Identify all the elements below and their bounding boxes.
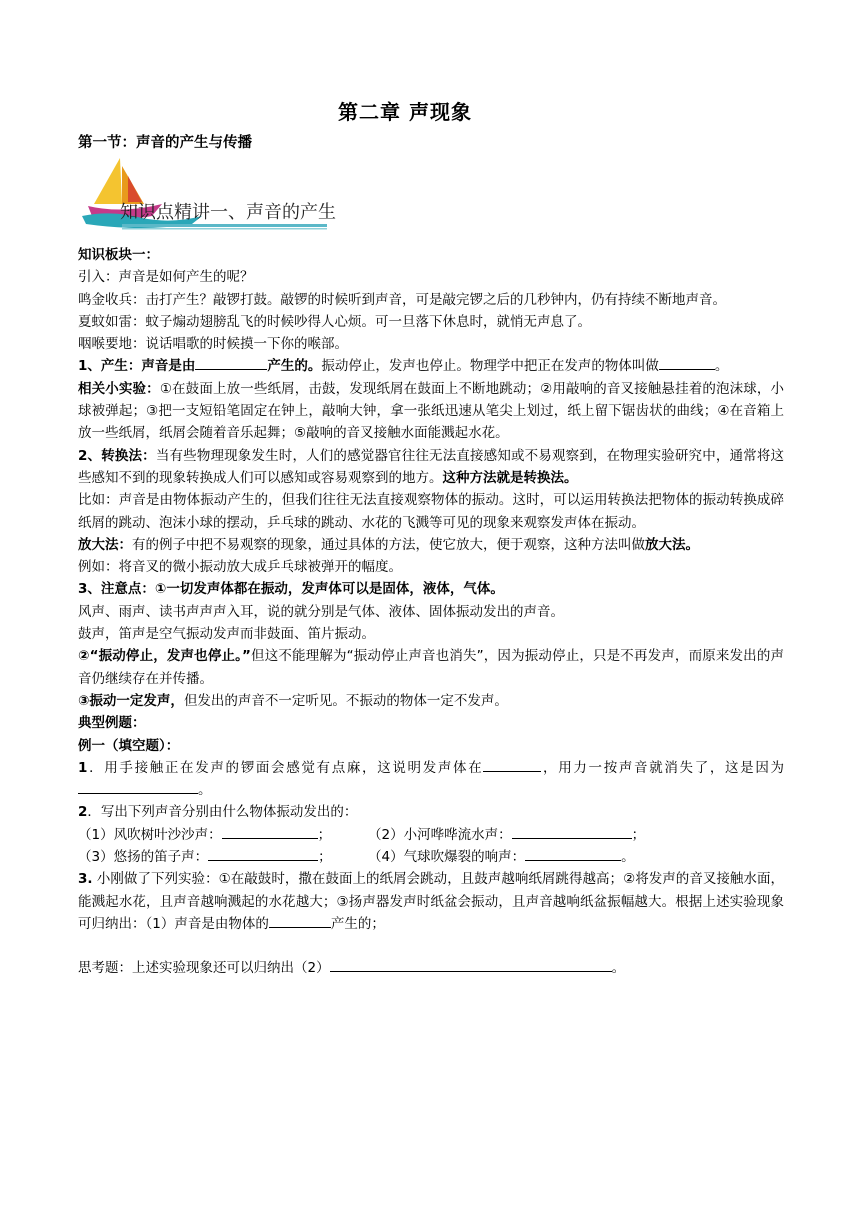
question xyxy=(78,957,784,979)
text: （1）风吹树叶沙沙声： xyxy=(78,826,222,843)
paragraph: 3、注意点：①一切发声体都在振动，发声体可以是固体，液体，气体。 xyxy=(78,581,504,598)
answer-blank[interactable] xyxy=(512,824,632,839)
text: 。 xyxy=(611,960,626,977)
paragraph xyxy=(78,645,784,690)
text: ②“振动停止，发声也停止。” xyxy=(78,648,251,665)
point-label: 放大法： xyxy=(78,536,132,553)
question-row xyxy=(78,846,784,868)
text: ； xyxy=(317,826,332,843)
paragraph xyxy=(78,355,784,377)
text: （2）小河哗哗流水声： xyxy=(368,826,512,843)
point-label: 2、转换法： xyxy=(78,447,156,464)
paragraph: 比如：声音是由物体振动产生的，但我们往往无法直接观察物体的振动。这时，可以运用转换法把物体的振动转换成碎纸屑的跳动、泡沫小球的摆动，乒乓球的跳动、水花的飞溅等可见的现象来观察发声体在振动。 xyxy=(78,492,784,531)
answer-blank[interactable] xyxy=(483,757,541,772)
text: 小刚做了下列实验：①在敲鼓时，撒在鼓面上的纸屑会跳动，且鼓声越响纸屑跳得越高；②将发声的音叉接触水面，能溅起水花，且声音越响溅起的水花越大；③扬声器发声时纸盆会振动，且声音越响纸盆振幅越大。根据上述实验现象可归纳出：（1）声音是由物体的 xyxy=(78,871,784,932)
paragraph: 风声、雨声、读书声声声入耳，说的就分别是气体、液体、固体振动发出的声音。 xyxy=(78,603,564,620)
text: 产生的。 xyxy=(267,358,322,375)
text: ③振动一定发声， xyxy=(78,692,184,709)
text: 振动停止，发声也停止。物理学中把正在发声的物体叫做 xyxy=(321,358,659,375)
text: ； xyxy=(631,826,646,843)
text: 。 xyxy=(621,849,635,866)
text: ．用手接触正在发声的锣面会感觉有点麻，这说明发声体在 xyxy=(87,759,484,776)
text: ； xyxy=(318,849,332,866)
text: ①在鼓面上放一些纸屑，击鼓，发现纸屑在鼓面上不断地跳动；②用敲响的音叉接触悬挂着的泡沫球，小球被弹起；③把一支短铅笔固定在钟上，敲响大钟，拿一张纸迅速从笔尖上划过，纸上留下锯齿状的曲线；④在音箱上放一些纸屑，纸屑会随着音乐起舞；⑤敲响的音叉接触水面能溅起水花。 xyxy=(78,380,784,442)
text: （4）气球吹爆裂的响声： xyxy=(368,849,526,866)
paragraph xyxy=(78,690,784,712)
text: （3）悠扬的笛子声： xyxy=(78,849,209,866)
section-heading: 第一节：声音的产生与传播 xyxy=(78,135,252,151)
text: ，用力一按声音就消失了，这是因为 xyxy=(541,759,785,776)
answer-blank[interactable] xyxy=(222,824,318,839)
paragraph: 鼓声，笛声是空气振动发声而非鼓面、笛片振动。 xyxy=(78,626,375,643)
paragraph xyxy=(78,445,784,490)
text: 。 xyxy=(198,782,212,799)
answer-blank[interactable] xyxy=(269,913,331,928)
answer-blank[interactable] xyxy=(78,779,198,794)
text: 当有些物理现象发生时，人们的感觉器官往往无法直接感知或不易观察到，在物理实验研究中，通常将这些感知不到的现象转换成人们可以感知或容易观察到的地方。 xyxy=(78,447,784,486)
question-row xyxy=(78,824,784,846)
question xyxy=(78,757,784,802)
text: 但发出的声音不一定听见。不振动的物体一定不发声。 xyxy=(183,692,508,709)
block-heading: 例一（填空题）： xyxy=(78,737,180,754)
question xyxy=(78,868,784,935)
chapter-title: 第二章 声现象 xyxy=(338,100,472,124)
answer-blank[interactable] xyxy=(195,355,267,370)
text: 有的例子中把不易观察的现象，通过具体的方法，使它放大，便于观察，这种方法叫做 xyxy=(132,536,645,553)
paragraph: 咽喉要地：说话唱歌的时候摸一下你的喉部。 xyxy=(78,336,348,353)
text: 思考题：上述实验现象还可以归纳出（2） xyxy=(78,960,330,977)
text: ．写出下列声音分别由什么物体振动发出的： xyxy=(87,804,358,821)
question xyxy=(78,801,784,823)
paragraph: 例如：将音叉的微小振动放大成乒乓球被弹开的幅度。 xyxy=(78,559,402,576)
text: 放大法。 xyxy=(645,536,699,553)
paragraph xyxy=(78,378,784,445)
banner-title: 知识点精讲一、声音的产生 xyxy=(120,202,336,223)
text: 产生的； xyxy=(330,915,385,932)
paragraph: 鸣金收兵：击打产生？敲锣打鼓。敲锣的时候听到声音，可是敲完锣之后的几秒钟内，仍有持续不断地声音。 xyxy=(78,291,726,308)
document-body xyxy=(78,244,784,980)
block-heading: 典型例题： xyxy=(78,715,146,732)
answer-blank[interactable] xyxy=(659,355,715,370)
answer-blank[interactable] xyxy=(525,846,621,861)
text: 但这不能理解为“振动停止声音也消失”，因为振动停止，只是不再发声，而原来发出的声音仍继续存在并传播。 xyxy=(78,648,784,687)
point-label: 1、产生：声音是由 xyxy=(78,358,196,375)
question-number: 3. xyxy=(78,871,93,888)
paragraph: 夏蚊如雷：蚊子煽动翅膀乱飞的时候吵得人心烦。可一旦落下休息时，就悄无声息了。 xyxy=(78,313,591,330)
answer-blank[interactable] xyxy=(330,957,612,972)
question-number: 2 xyxy=(78,804,88,821)
paragraph xyxy=(78,534,784,556)
block-heading: 知识板块一： xyxy=(78,247,159,263)
text: 这种方法就是转换法。 xyxy=(442,469,578,486)
point-label: 相关小实验： xyxy=(78,380,160,397)
text: 。 xyxy=(714,358,729,375)
answer-blank[interactable] xyxy=(208,846,318,861)
question-number: 1 xyxy=(78,759,88,776)
paragraph: 引入：声音是如何产生的呢？ xyxy=(78,269,254,286)
